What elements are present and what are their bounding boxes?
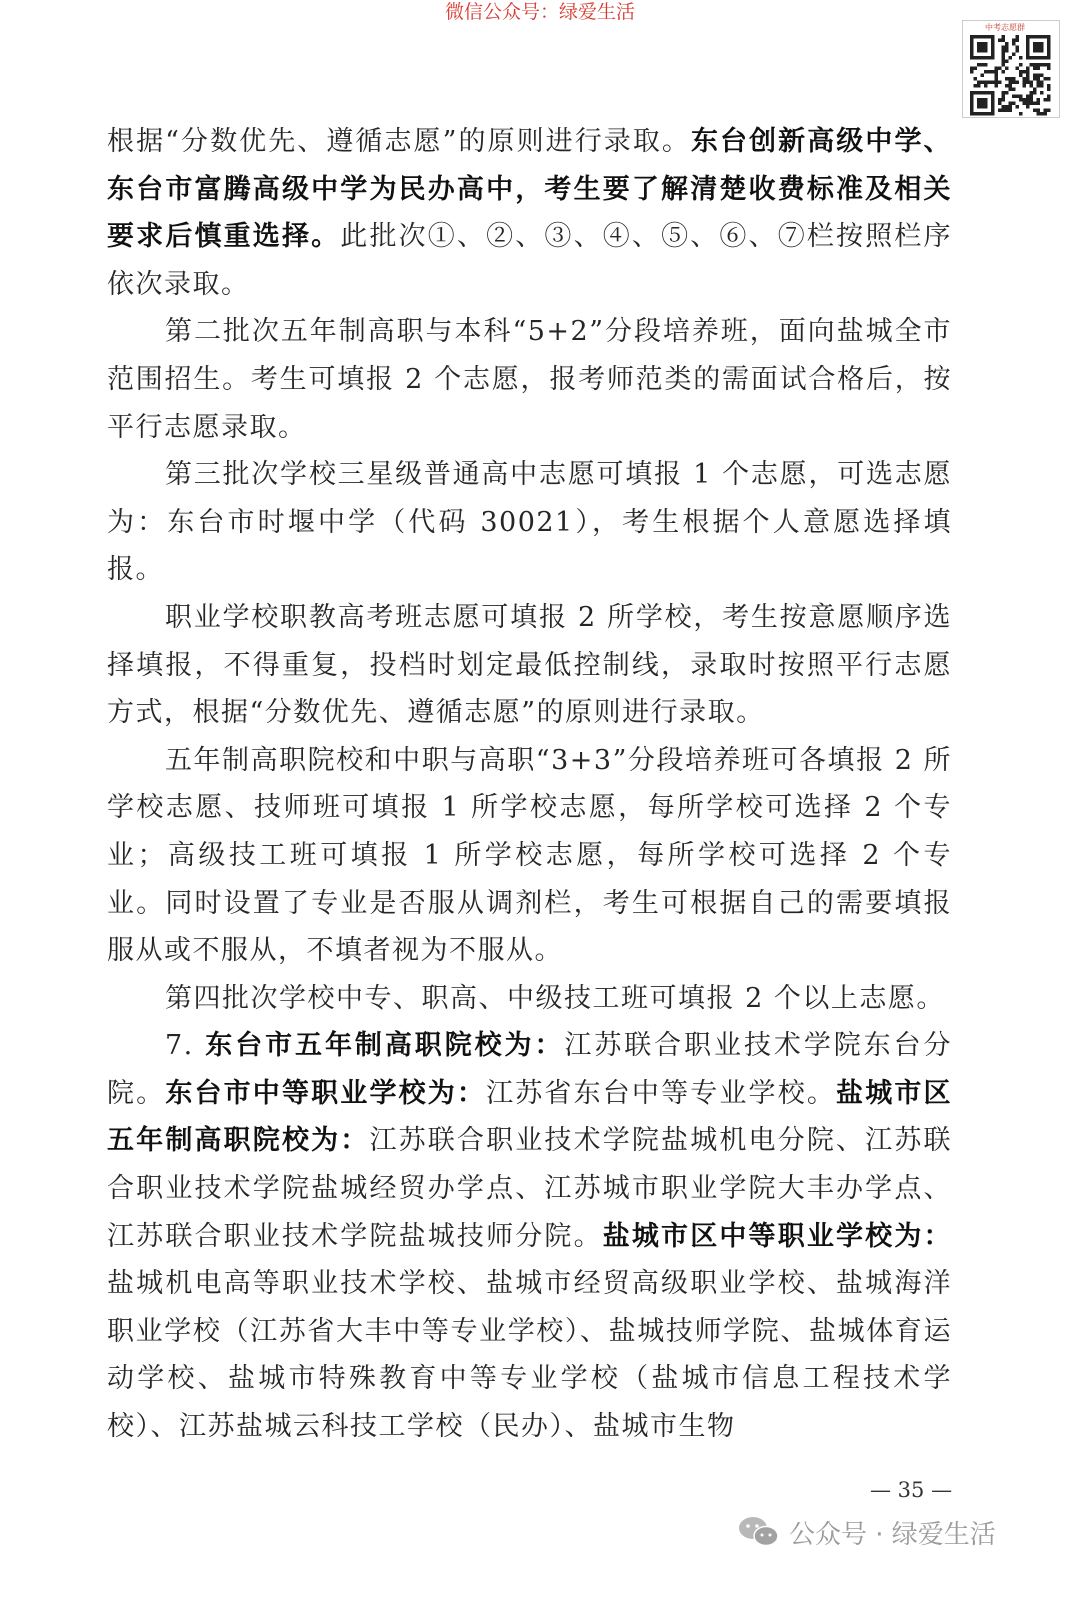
wechat-icon	[737, 1514, 781, 1550]
footer-watermark-text: 公众号 · 绿爱生活	[789, 1519, 996, 1550]
footer-watermark	[737, 1512, 1057, 1552]
qr-code-icon	[963, 21, 1059, 117]
text-segment: 江苏联合职业技术学院东台分院。	[107, 1030, 953, 1109]
qr-code[interactable]	[962, 20, 1060, 118]
text-segment: 盐城机电高等职业技术学校、盐城市经贸高级职业学校、盐城海洋职业学校（江苏省大丰中等专业学校）、盐城技师学院、盐城体育运动学校、盐城市特殊教育中等专业学校（盐城市信息工程技术学校）、江苏盐城云科技工学校（民办）、盐城市生物	[107, 1268, 952, 1443]
text-segment: 五年制高职院校和中职与高职“3+3”分段培养班可各填报 2 所学校志愿、技师班可填报 1 所学校志愿，每所学校可选择 2 个专业；高级技工班可填报 1 所学校志愿，每所学校可选择 2 个专业。同时设置了专业是否服从调剂栏，考生可根据自己的需要填报服从或不服从，不填者视为不服从。	[107, 744, 952, 967]
qr-caption: 中考志愿群	[985, 23, 1025, 32]
text-segment: 第二批次五年制高职与本科“5+2”分段培养班，面向盐城全市范围招生。考生可填报 2 个志愿，报考师范类的需面试合格后，按平行志愿录取。	[107, 316, 952, 443]
text-segment: 江苏联合职业技术学院盐城机电分院、江苏联合职业技术学院盐城经贸办学点、江苏城市职业学院大丰办学点、江苏联合职业技术学院盐城技师分院。	[107, 1125, 953, 1252]
text-segment: 江苏省东台中等专业学校。	[486, 1077, 837, 1109]
paragraph	[107, 1022, 952, 1450]
paragraph	[107, 451, 952, 594]
paragraph	[107, 737, 952, 975]
text-segment: 7.	[165, 1030, 206, 1062]
page-number: — 35 —	[870, 1478, 953, 1502]
text-segment: 第三批次学校三星级普通高中志愿可填报 1 个志愿，可选志愿为：东台市时堰中学（代码 30021），考生根据个人意愿选择填报。	[107, 459, 952, 586]
header-source-label: 微信公众号：绿爱生活	[444, 1, 635, 23]
bold-text-segment: 东台创新高级中学、东台市富腾高级中学为民办高中，考生要了解清楚收费标准及相关要求后慎重选择。	[107, 126, 953, 253]
bold-text-segment: 东台市中等职业学校为：	[165, 1077, 487, 1109]
bold-text-segment: 盐城市区五年制高职院校为：	[107, 1077, 953, 1157]
bold-text-segment: 东台市五年制高职院校为：	[205, 1030, 565, 1062]
document-body	[107, 118, 952, 1451]
text-segment: 第四批次学校中专、职高、中级技工班可填报 2 个以上志愿。	[165, 982, 945, 1014]
paragraph	[107, 308, 952, 451]
paragraph	[107, 594, 952, 737]
text-segment: 根据“分数优先、遵循志愿”的原则进行录取。	[107, 126, 691, 157]
paragraph	[107, 118, 952, 308]
text-segment: 此批次①、②、③、④、⑤、⑥、⑦栏按照栏序依次录取。	[107, 221, 953, 300]
bold-text-segment: 盐城市区中等职业学校为：	[602, 1220, 953, 1252]
paragraph	[107, 975, 952, 1023]
text-segment: 职业学校职教高考班志愿可填报 2 所学校，考生按意愿顺序选择填报，不得重复，投档时划定最低控制线，录取时按照平行志愿方式，根据“分数优先、遵循志愿”的原则进行录取。	[107, 601, 952, 729]
